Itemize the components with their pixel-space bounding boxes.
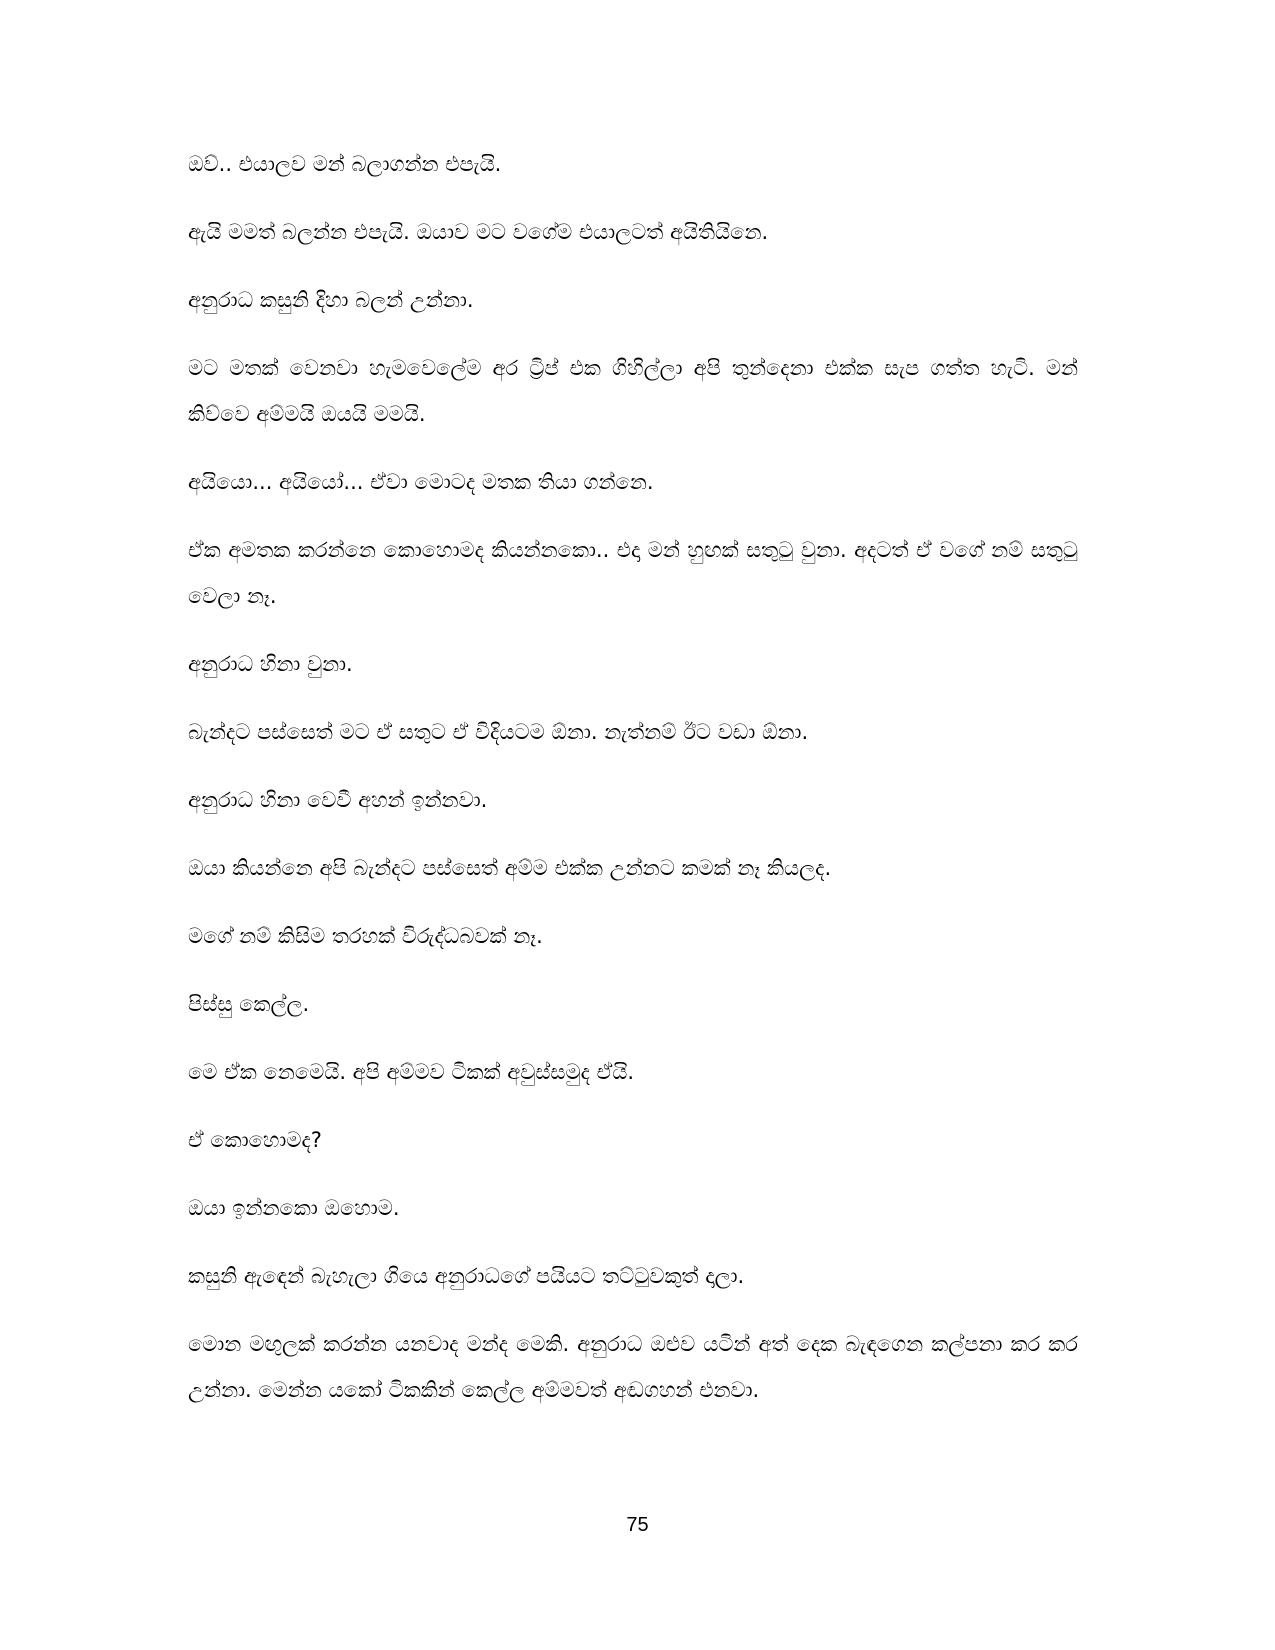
paragraph: ඔයා ඉන්නකො ඔහොම. [188, 1196, 400, 1220]
paragraph: ඇයි මමත් බලන්න එපැයි. ඔයාව මට වගේම එයාලටත් අයිතියිනෙ. [188, 220, 769, 244]
paragraph: ඒක අමතක කරන්නෙ කොහොමද කියන්නකො.. එදා මන් හුඟක් සතුටු වුනා. අදටත් ඒ වගේ නම් සතුටු වෙලා නෑ. [188, 538, 1078, 608]
paragraph: අනුරාධ හිනා වෙවී අහන් ඉන්නවා. [188, 788, 488, 812]
paragraph: පිස්සු කෙල්ල. [188, 992, 310, 1016]
page-number: 75 [626, 1514, 649, 1536]
paragraph: බැන්දට පස්සෙත් මට ඒ සතුට ඒ විදියටම ඕනා. නැත්නම් ඊට වඩා ඕනා. [188, 720, 809, 744]
paragraph: ඔයා කියන්නෙ අපි බැන්දට පස්සෙත් අම්ම එක්ක උන්නට කමක් නෑ කියලද. [188, 856, 832, 880]
paragraph: මගේ නම් කිසිම තරහක් විරුද්ධබවක් නෑ. [188, 924, 543, 948]
paragraph: ඒ කොහොමද? [188, 1128, 322, 1152]
paragraph: ඔව්.. එයාලව මන් බලාගන්න එපැයි. [188, 152, 502, 176]
paragraph: අයියො... අයියෝ... ඒවා මොටද මතක තියා ගන්නෙ. [188, 470, 654, 494]
paragraph: කසුනි ඇඳෙන් බැහැලා ගියෙ අනුරාධගේ පයියට තට්ටුවකුත් දාලා. [188, 1264, 745, 1288]
paragraph: අනුරාධ කසුනි දිහා බලන් උන්නා. [188, 288, 474, 312]
paragraph: මොන මඟුලක් කරන්න යනවාද මන්ද මෙකි. අනුරාධ ඔළුව යටින් අත් දෙක බැඳගෙන කල්පනා කර කර උන්නා. මෙන්න යකෝ ටිකකින් කෙල්ල අම්මවත් අඬගහන් එනවා. [188, 1332, 1078, 1402]
paragraph: මෙ ඒක නෙමෙයි. අපි අම්මව ටිකක් අවුස්සමුද ඒයි. [188, 1060, 635, 1084]
page-body [188, 141, 1078, 1435]
paragraph: අනුරාධ හිනා වුනා. [188, 652, 353, 676]
paragraph: මට මතක් වෙනවා හැමවෙලේම අර ට්‍රිප් එක ගිහිල්ලා අපි තුන්දෙනා එක්ක සැප ගත්ත හැටි. මන් කිව්වෙ අම්මයි ඔයයි මමයි. [188, 356, 1078, 426]
